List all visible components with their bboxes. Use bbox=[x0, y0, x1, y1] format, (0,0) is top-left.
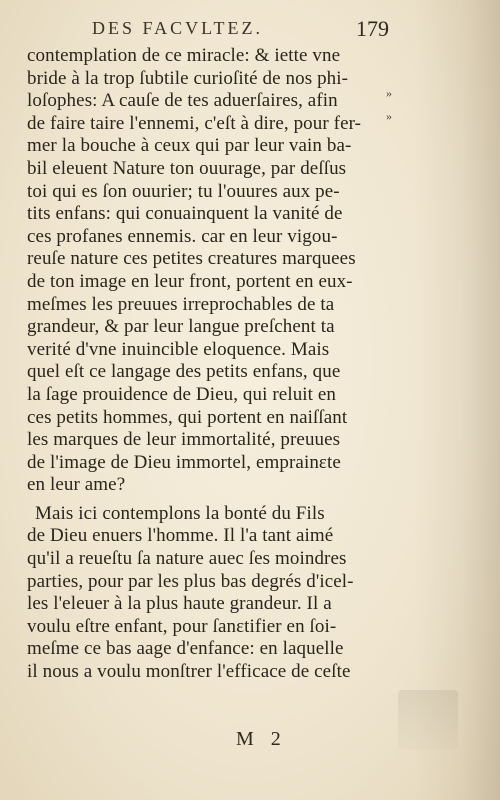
running-head: DES FACVLTEZ. bbox=[92, 18, 264, 38]
page-header bbox=[0, 16, 500, 46]
text-line: contemplation de ce miracle: & iette vne bbox=[27, 45, 341, 66]
text-line: bil eleuent Nature ton ouurage, par deſſus bbox=[27, 157, 347, 179]
text-line: il nous a voulu monſtrer l'efficace de ceſte bbox=[27, 661, 351, 683]
text-line: tits enfans: qui conuainquent la vanité de bbox=[27, 203, 343, 225]
page-number: 179 bbox=[356, 16, 389, 41]
text-line: ces profanes ennemis. car en leur vigou- bbox=[27, 225, 338, 247]
text-line: meſmes les preuues irreprochables de ta bbox=[27, 293, 335, 315]
text-line: voulu eſtre enfant, pour ſanɛtifier en ſoi- bbox=[27, 615, 337, 637]
text-line: de l'image de Dieu immortel, emprainɛte bbox=[27, 451, 341, 473]
margin-quote-mark: » bbox=[386, 108, 392, 123]
text-line: verité d'vne inuincible eloquence. Mais bbox=[27, 338, 330, 360]
margin-quote-mark: » bbox=[386, 86, 392, 100]
text-line: les l'eleuer à la plus haute grandeur. Il a bbox=[27, 593, 332, 615]
text-line: en leur ame? bbox=[27, 474, 126, 496]
text-line: ces petits hommes, qui portent en naiſſant bbox=[27, 406, 348, 428]
text-line: quel eſt ce langage des petits enfans, que bbox=[27, 361, 341, 383]
text-line: de ton image en leur front, portent en eux- bbox=[27, 270, 353, 292]
text-line: la ſage prouidence de Dieu, qui reluit en bbox=[27, 383, 337, 405]
text-line: meſme ce bas aage d'enfance: en laquelle bbox=[27, 638, 344, 660]
text-line: de Dieu enuers l'homme. Il l'a tant aimé bbox=[27, 525, 334, 547]
text-line: mer la bouche à ceux qui par leur vain ba- bbox=[27, 135, 352, 157]
text-line: Mais ici contemplons la bonté du Fils bbox=[35, 502, 325, 524]
text-line: bride à la trop ſubtile curioſité de nos phi- bbox=[27, 67, 349, 89]
text-line: loſophes: A cauſe de tes aduerſaires, afin bbox=[27, 90, 338, 112]
text-line: toi qui es ſon ouurier; tu l'ouures aux pe- bbox=[27, 180, 340, 202]
text-line: de faire taire l'ennemi, c'eſt à dire, pour fer- bbox=[27, 112, 362, 134]
text-line: les marques de leur immortalité, preuues bbox=[27, 429, 341, 451]
text-line: parties, pour par les plus bas degrés d'icel- bbox=[27, 570, 354, 592]
body-text bbox=[27, 45, 387, 684]
page-fold-shadow bbox=[414, 0, 500, 800]
text-line: grandeur, & par leur langue preſchent ta bbox=[27, 316, 335, 338]
signature-mark: M 2 bbox=[236, 728, 287, 750]
text-line: reuſe nature ces petites creatures marquees bbox=[27, 248, 356, 270]
text-line: qu'il a reueſtu ſa nature auec ſes moindres bbox=[27, 548, 347, 570]
bleed-through-shadow bbox=[398, 690, 458, 750]
